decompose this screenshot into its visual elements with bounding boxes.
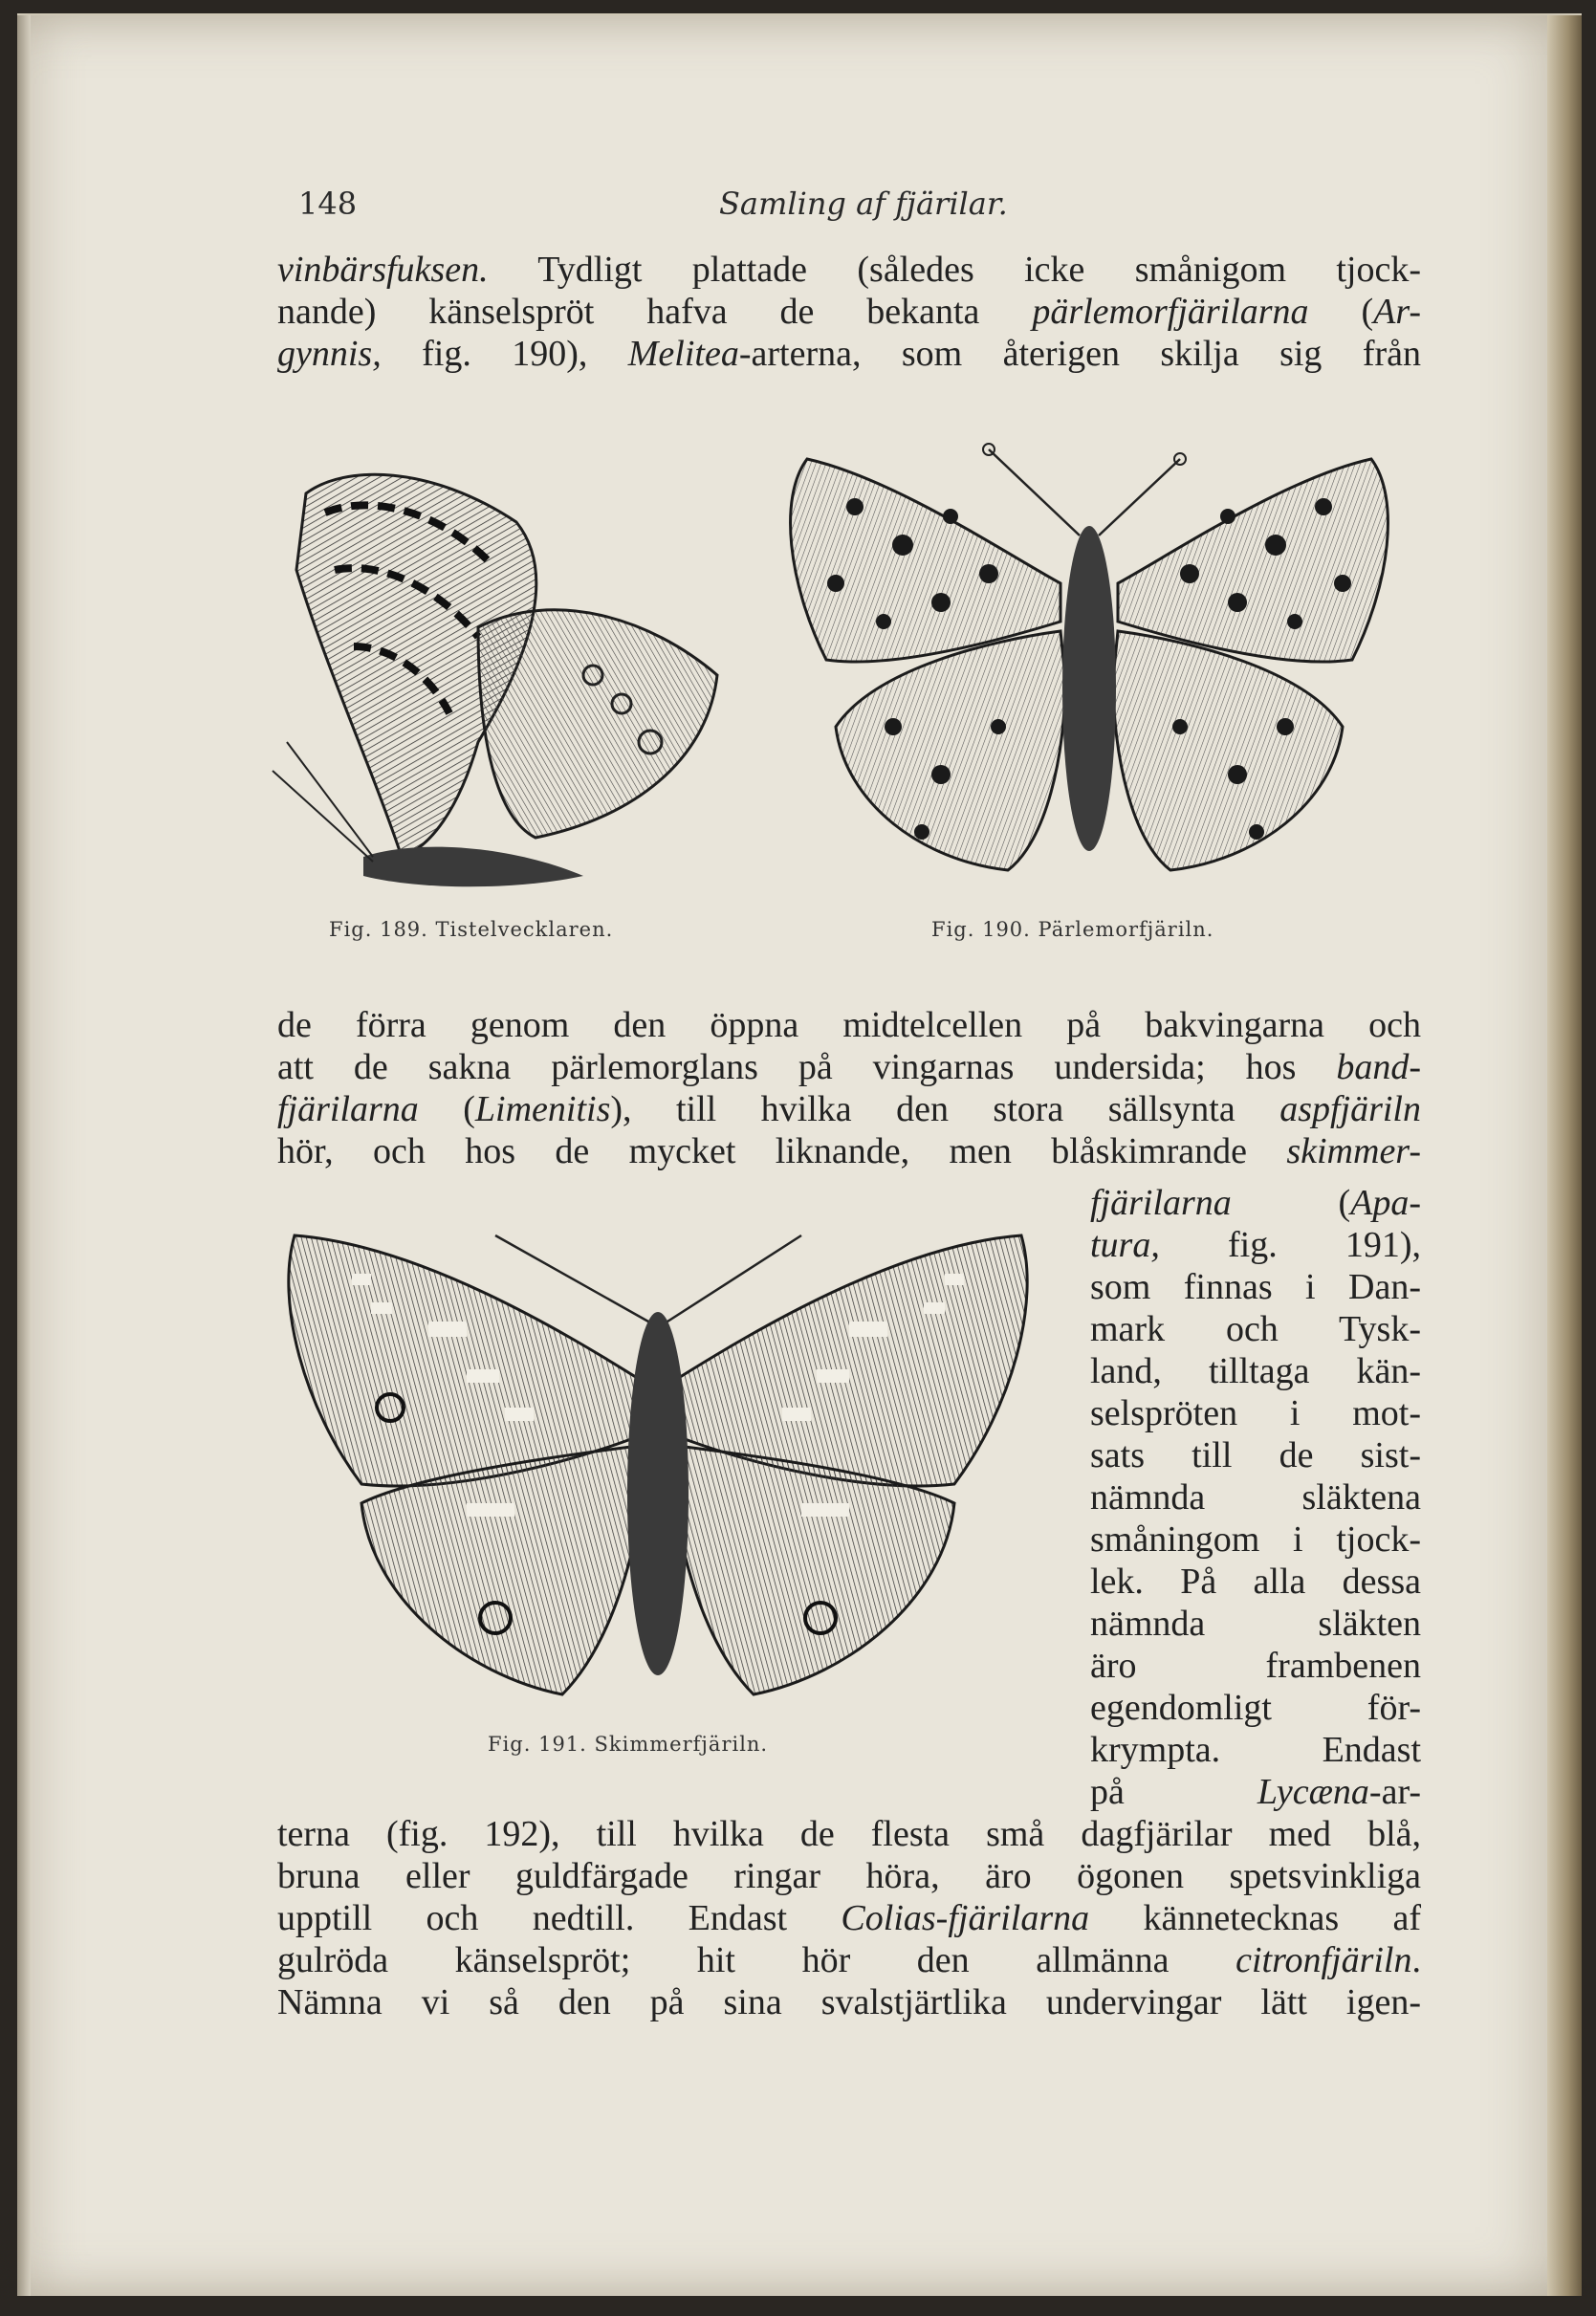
text-run: på	[1090, 1772, 1257, 1812]
text-run: .	[1411, 1940, 1421, 1980]
side_column-line	[1090, 1687, 1421, 1729]
side_column-line	[1090, 1603, 1421, 1645]
text-run: citronfjäriln	[1235, 1940, 1412, 1980]
figure-190-caption: Fig. 190. Pärlemorfjäriln.	[931, 918, 1214, 941]
text-run: egendomligt för-	[1090, 1688, 1421, 1728]
side_column-line	[1090, 1476, 1421, 1519]
running-title: Samling af fjärilar.	[719, 186, 1008, 222]
para1-line	[277, 249, 1421, 291]
para2-line	[277, 1004, 1421, 1046]
paragraph-1	[277, 249, 1421, 375]
figure-189-illustration	[268, 455, 727, 895]
text-run: sats till de sist-	[1090, 1435, 1421, 1475]
text-run: gulröda känselspröt; hit hör den allmänna	[277, 1940, 1236, 1980]
text-run: tura,	[1090, 1225, 1160, 1265]
text-run: (	[1231, 1183, 1351, 1223]
text-run: småningom i tjock-	[1090, 1519, 1421, 1560]
text-run: Colias-fjärilarna	[841, 1898, 1090, 1938]
side_column-line	[1090, 1308, 1421, 1350]
text-run: vinbärsfuksen.	[277, 250, 489, 290]
text-run: Melitea	[627, 334, 739, 374]
para3-line	[277, 1855, 1421, 1897]
side_column-line	[1090, 1266, 1421, 1308]
side_column-line	[1090, 1350, 1421, 1392]
figure-191-caption: Fig. 191. Skimmerfjäriln.	[488, 1733, 769, 1756]
text-run: Tydligt plattade (således icke smånigom tjock-	[488, 250, 1421, 290]
text-run: -arterna, som återigen skilja sig från	[738, 334, 1421, 374]
text-run: de förra genom den öppna midtelcellen på bakvingarna och	[277, 1005, 1421, 1045]
text-run: Apa-	[1350, 1183, 1421, 1223]
text-run: (	[1308, 292, 1374, 332]
page-edge	[17, 15, 31, 2296]
page-number: 148	[298, 186, 358, 222]
side_column-line	[1090, 1392, 1421, 1434]
figure-189-caption: Fig. 189. Tistelvecklaren.	[329, 918, 614, 941]
para1-line	[277, 333, 1421, 375]
text-run: nämnda släktena	[1090, 1477, 1421, 1518]
text-run: att de sakna pärlemorglans på vingarnas undersida; hos	[277, 1047, 1337, 1087]
side_column-line	[1090, 1434, 1421, 1476]
side_column-line	[1090, 1771, 1421, 1813]
side_column-line	[1090, 1224, 1421, 1266]
para2-line	[277, 1088, 1421, 1130]
book-page	[17, 13, 1582, 2296]
text-run: ), till hvilka den stora sällsynta	[610, 1089, 1280, 1129]
text-run: fjärilarna	[277, 1089, 419, 1129]
text-run: aspfjäriln	[1279, 1089, 1421, 1129]
text-run: upptill och nedtill. Endast	[277, 1898, 842, 1938]
para2-line	[277, 1046, 1421, 1088]
text-run: band-	[1336, 1047, 1421, 1087]
text-run: selspröten i mot-	[1090, 1393, 1421, 1433]
text-run: nämnda släkten	[1090, 1604, 1421, 1644]
running-header	[298, 186, 1417, 233]
paragraph-3	[277, 1813, 1421, 2023]
text-run: fjärilarna	[1090, 1183, 1232, 1223]
text-run: kännetecknas af	[1089, 1898, 1421, 1938]
text-run: (	[418, 1089, 475, 1129]
text-run: -ar-	[1368, 1772, 1421, 1812]
para3-line	[277, 1813, 1421, 1855]
text-run: pärlemorfjärilarna	[1032, 292, 1309, 332]
figure-191-illustration	[275, 1216, 1040, 1704]
text-run: terna (fig. 192), till hvilka de flesta små dagfjärilar med blå,	[277, 1814, 1421, 1854]
para2-line	[277, 1130, 1421, 1172]
para3-line	[277, 1897, 1421, 1939]
para3-line	[277, 1939, 1421, 1981]
text-run: land, tilltaga kän-	[1090, 1351, 1421, 1391]
text-run: äro frambenen	[1090, 1646, 1421, 1686]
text-run: nande) känselspröt hafva de bekanta	[277, 292, 1033, 332]
para3-line	[277, 1981, 1421, 2023]
text-run: skimmer-	[1286, 1131, 1421, 1171]
figure-190-illustration	[778, 440, 1400, 889]
side_column-line	[1090, 1645, 1421, 1687]
paragraph-2	[277, 1004, 1421, 1172]
text-run: krympta. Endast	[1090, 1730, 1421, 1770]
text-run: fig. 190),	[381, 334, 628, 374]
side_column-line	[1090, 1729, 1421, 1771]
text-run: lek. På alla dessa	[1090, 1562, 1421, 1602]
book-spine-shadow	[1547, 15, 1582, 2296]
text-run: Ar-	[1373, 292, 1422, 332]
para1-line	[277, 291, 1421, 333]
text-run: bruna eller guldfärgade ringar höra, äro ögonen spetsvinkliga	[277, 1856, 1421, 1896]
text-run: mark och Tysk-	[1090, 1309, 1421, 1349]
side_column-line	[1090, 1519, 1421, 1561]
text-run: Lycæna	[1257, 1772, 1369, 1812]
text-run: fig. 191),	[1159, 1225, 1421, 1265]
side-column-text	[1090, 1182, 1421, 1813]
text-run: som finnas i Dan-	[1090, 1267, 1421, 1307]
text-run: Nämna vi så den på sina svalstjärtlika undervingar lätt igen-	[277, 1982, 1421, 2022]
side_column-line	[1090, 1182, 1421, 1224]
text-run: gynnis,	[277, 334, 382, 374]
text-run: Limenitis	[474, 1089, 611, 1129]
side_column-line	[1090, 1561, 1421, 1603]
text-run: hör, och hos de mycket liknande, men blåskimrande	[277, 1131, 1287, 1171]
